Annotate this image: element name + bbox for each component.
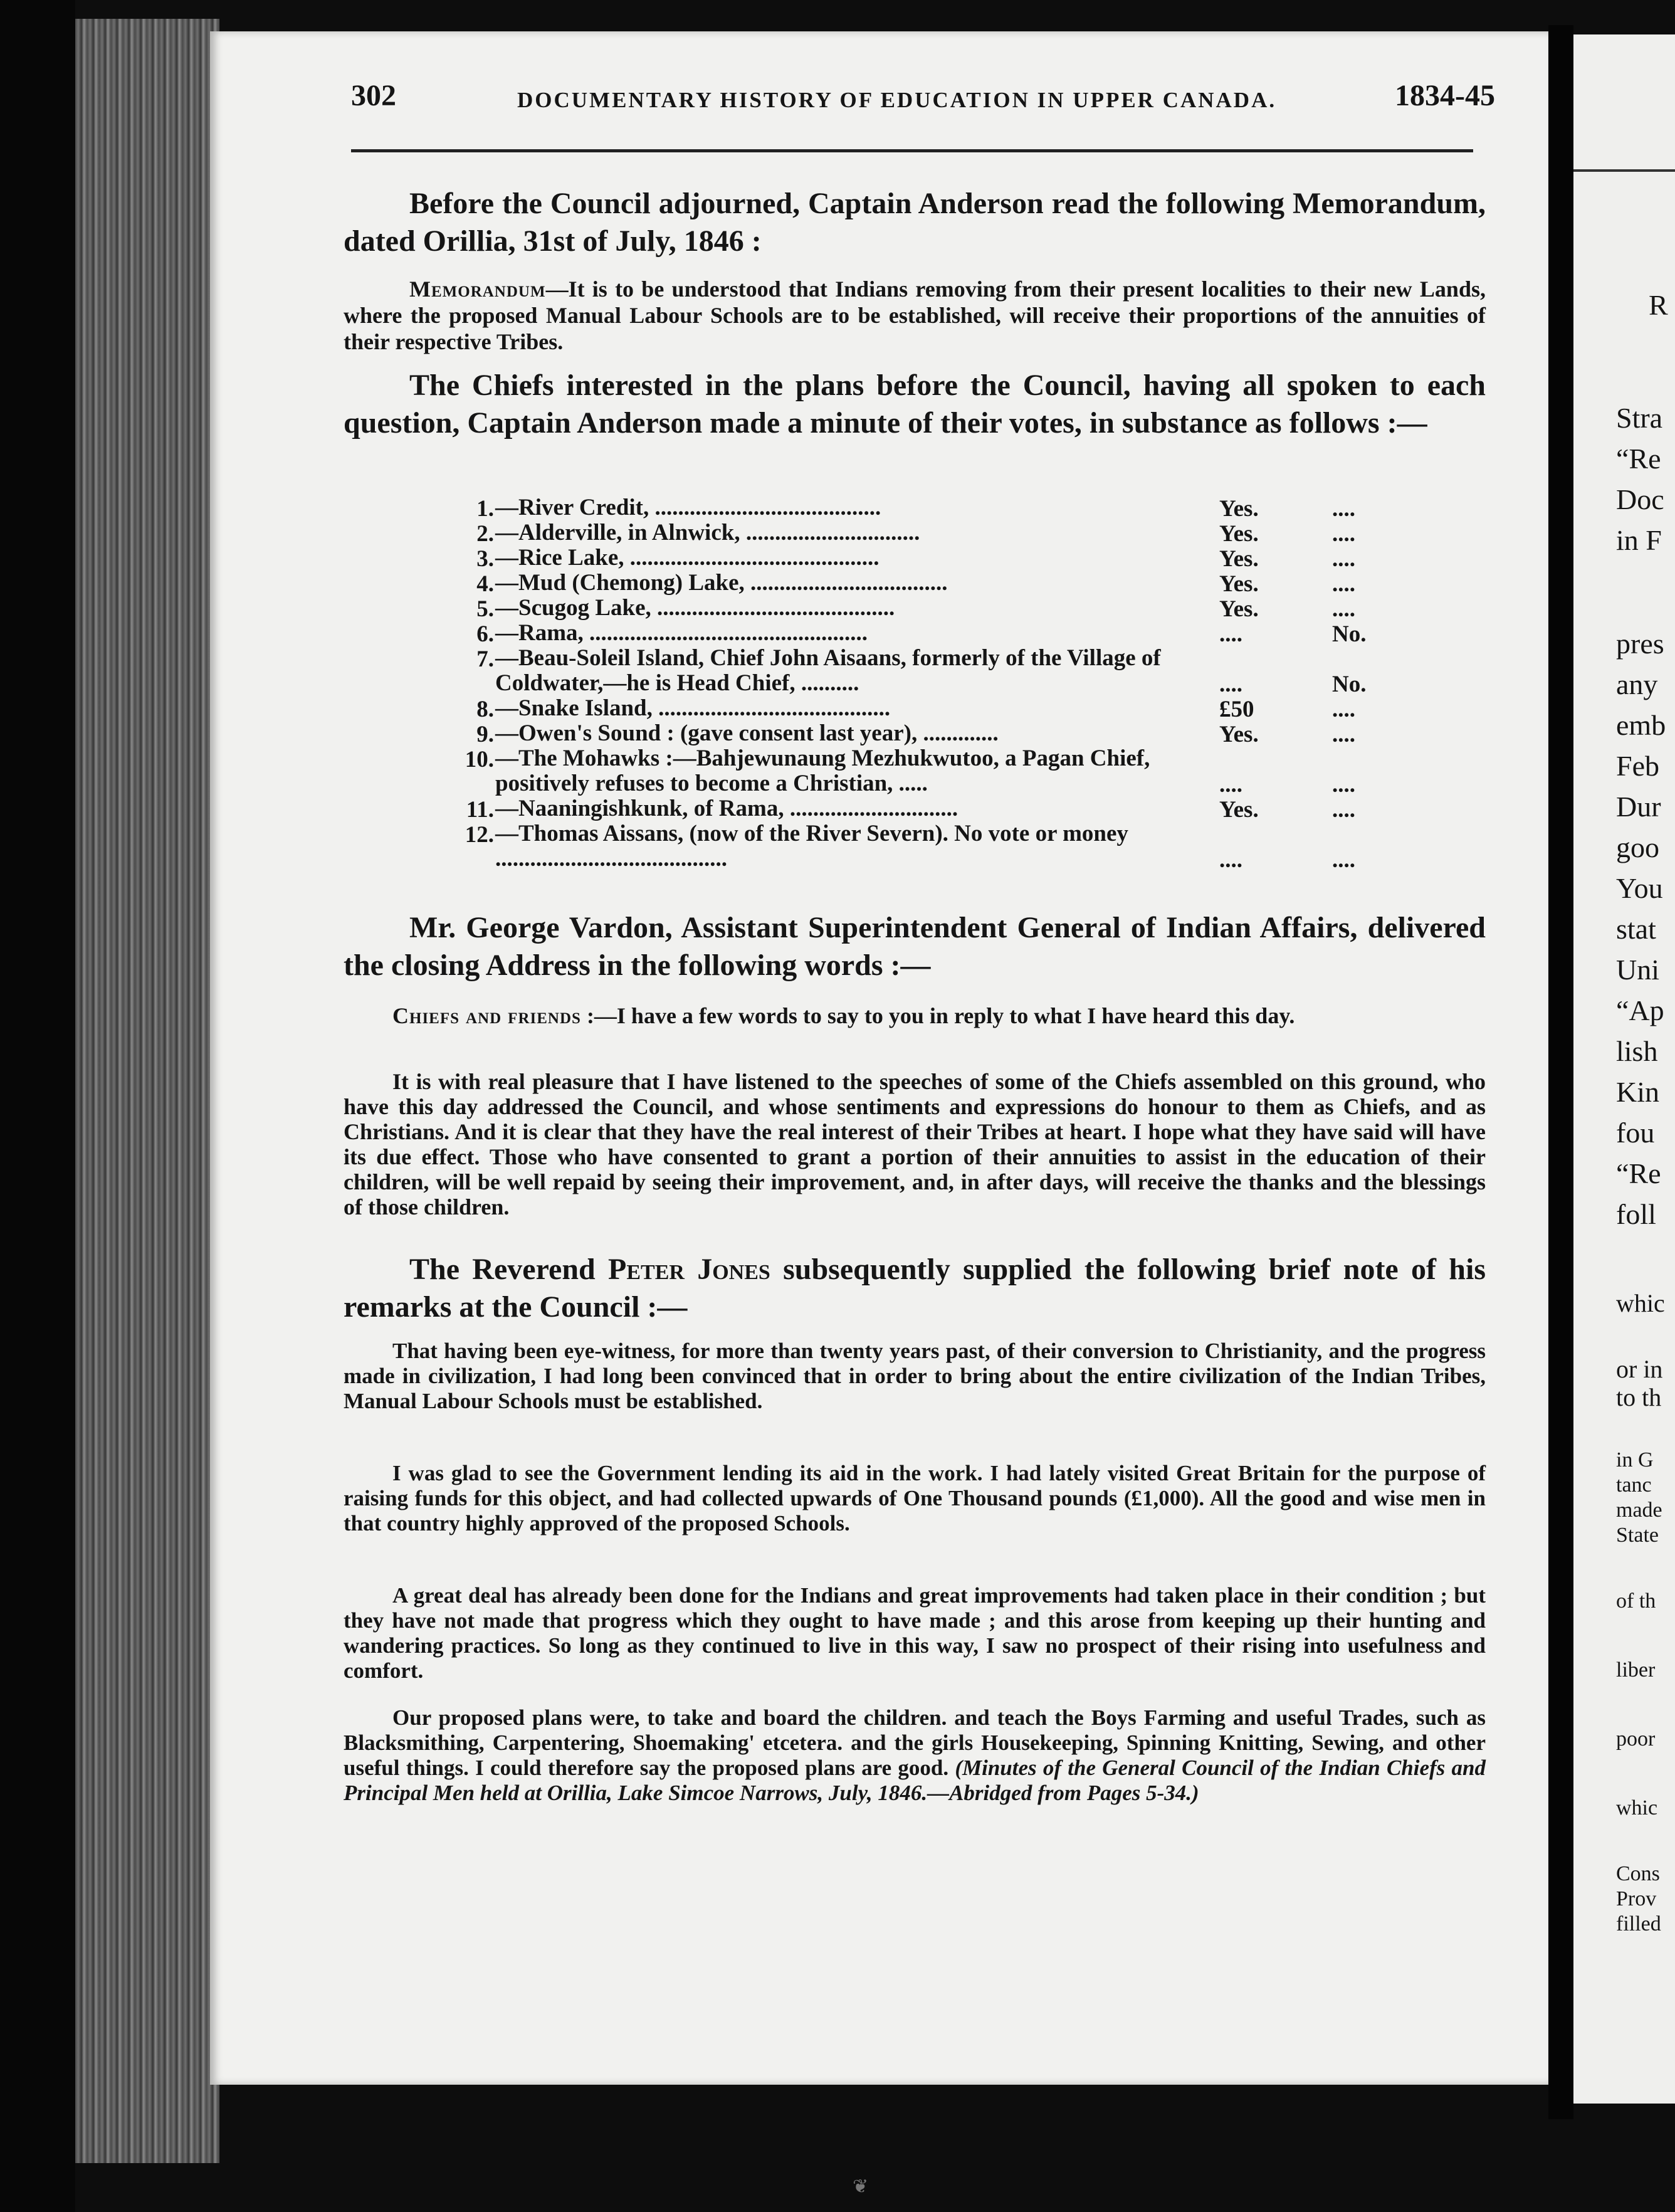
vote-row <box>439 646 1398 696</box>
facing-page-text: goo <box>1616 831 1659 863</box>
facing-page-text: pres <box>1616 628 1664 660</box>
vote-yes: .... <box>1219 621 1242 647</box>
facing-page-text: Stra <box>1616 402 1663 434</box>
book-gutter <box>1548 25 1573 2119</box>
vote-number: 2. <box>476 521 494 547</box>
facing-page-text: in F <box>1616 524 1662 556</box>
facing-page-text: liber <box>1616 1658 1656 1682</box>
jones-intro <box>344 1251 1486 1326</box>
page-number: 302 <box>351 79 396 112</box>
facing-page-text: R <box>1649 289 1668 321</box>
vote-no: .... <box>1332 521 1355 547</box>
vardon-paragraph: Mr. George Vardon, Assistant Superintendent General of Indian Affairs, delivered the closing Address in the following words :— <box>344 911 1486 982</box>
vote-row <box>439 696 1398 721</box>
jones-last-text: Our proposed plans were, to take and board the children. and teach the Boys Farming and useful Trades, such as Blacksmithing, Carpentering, Shoemaking' etcetera. and the girls Housekeeping, Spinning Knitting, Sewing, and other useful things. I could therefore say the proposed plans are good. <box>344 1705 1486 1780</box>
vote-label: —Thomas Aissans, (now of the River Severn). No vote or money ........................................ <box>495 821 1128 872</box>
vote-number: 4. <box>476 571 494 597</box>
jones-paragraph-last <box>344 1705 1486 1806</box>
facing-page-text: whic <box>1616 1796 1658 1820</box>
jones-intro-after: subsequently supplied the following brief note of his remarks at the Council :— <box>344 1253 1486 1324</box>
facing-page-text: “Re <box>1616 443 1661 475</box>
vote-label: —Rama, ................................................ <box>495 620 868 646</box>
vote-row <box>439 721 1398 746</box>
vote-yes: Yes. <box>1219 496 1259 522</box>
ornament-mark: ❦ <box>853 2176 869 2197</box>
facing-page-text: poor <box>1616 1727 1656 1751</box>
vote-yes: Yes. <box>1219 571 1259 597</box>
vote-number: 12. <box>465 822 494 848</box>
facing-page-text: Uni <box>1616 954 1659 986</box>
jones-intro-before: The Reverend <box>409 1253 596 1286</box>
vote-label: —Owen's Sound : (gave consent last year), ............. <box>495 720 999 746</box>
facing-page-text: Doc <box>1616 483 1664 515</box>
facing-page-text: Kin <box>1616 1076 1659 1108</box>
facing-page-text: Prov <box>1616 1887 1657 1910</box>
vote-no: .... <box>1332 596 1355 622</box>
vote-number: 7. <box>476 646 494 672</box>
vote-yes: .... <box>1219 847 1242 873</box>
vote-number: 3. <box>476 546 494 572</box>
vote-number: 8. <box>476 697 494 722</box>
facing-page-text: Cons <box>1616 1862 1660 1885</box>
vote-number: 9. <box>476 722 494 747</box>
facing-page-text: of th <box>1616 1589 1656 1613</box>
vote-yes: Yes. <box>1219 797 1259 823</box>
source-citation: (Minutes of the General Council of the Indian Chiefs and Principal Men held at Orillia, Lake Simcoe Narrows, July, 1846.—Abridged from Pages 5-34.) <box>344 1756 1486 1805</box>
facing-page-text: fou <box>1616 1117 1655 1149</box>
address-label: Chiefs and friends <box>392 1003 581 1028</box>
vote-number: 5. <box>476 596 494 622</box>
vote-no: .... <box>1332 772 1355 798</box>
facing-page-text: State <box>1616 1524 1659 1547</box>
vote-yes: £50 <box>1219 697 1254 722</box>
vote-no: .... <box>1332 847 1355 873</box>
running-years: 1834-45 <box>1395 79 1495 112</box>
facing-page-rule <box>1573 169 1675 172</box>
votes-list <box>439 495 1398 872</box>
vote-number: 6. <box>476 621 494 647</box>
vote-row <box>439 520 1398 545</box>
vote-label: —River Credit, ....................................... <box>495 495 881 520</box>
facing-page-text: emb <box>1616 709 1666 741</box>
vote-yes: Yes. <box>1219 722 1259 747</box>
vote-yes: Yes. <box>1219 546 1259 572</box>
memorandum-label: Memorandum <box>409 276 546 302</box>
jones-name: Peter Jones <box>608 1253 770 1286</box>
vote-row <box>439 796 1398 821</box>
vote-yes: Yes. <box>1219 596 1259 622</box>
facing-page-text: tanc <box>1616 1473 1652 1497</box>
vote-row <box>439 746 1398 796</box>
vote-number: 1. <box>476 496 494 522</box>
intro-paragraph: Before the Council adjourned, Captain Anderson read the following Memorandum, dated Orillia, 31st of July, 1846 : <box>344 187 1486 258</box>
facing-page-text: Dur <box>1616 791 1661 823</box>
jones-paragraph: I was glad to see the Government lending its aid in the work. I had lately visited Great Britain for the purpose of raising funds for this object, and had collected upwards of One Thousand pounds (£1,000). All the good and wise men in that country highly approved of the proposed Schools. <box>344 1461 1486 1535</box>
facing-page-text: made <box>1616 1498 1662 1522</box>
vote-no: .... <box>1332 546 1355 572</box>
vote-no: No. <box>1332 621 1367 647</box>
facing-page-text: filled <box>1616 1912 1661 1936</box>
jones-paragraph: That having been eye-witness, for more than twenty years past, of their conversion to Christianity, and the progress made in civilization, I had long been convinced that in order to bring about the entire civilization of the Indian Tribes, Manual Labour Schools must be established. <box>344 1339 1486 1413</box>
vote-label: —The Mohawks :—Bahjewunaung Mezhukwutoo, a Pagan Chief, positively refuses to become a Christian, ..... <box>495 745 1150 796</box>
facing-page-text: foll <box>1616 1198 1656 1230</box>
vote-label: —Rice Lake, ........................................... <box>495 545 880 571</box>
vote-yes: .... <box>1219 772 1242 798</box>
facing-page-text: whic <box>1616 1289 1665 1317</box>
vote-no: .... <box>1332 496 1355 522</box>
chiefs-paragraph: The Chiefs interested in the plans before the Council, having all spoken to each question, Captain Anderson made a minute of their votes, in substance as follows :— <box>344 369 1486 440</box>
page-edge-stack <box>75 19 219 2163</box>
header-rule <box>351 149 1473 152</box>
vote-row <box>439 495 1398 520</box>
address-opening <box>344 1003 1486 1028</box>
vote-label: —Scugog Lake, ......................................... <box>495 595 895 621</box>
vote-no: .... <box>1332 797 1355 823</box>
vote-label: —Mud (Chemong) Lake, .................................. <box>495 570 948 596</box>
running-title: DOCUMENTARY HISTORY OF EDUCATION IN UPPER CANADA. <box>517 88 1277 112</box>
facing-page-text: in G <box>1616 1448 1654 1472</box>
vote-label: —Beau-Soleil Island, Chief John Aisaans, formerly of the Village of Coldwater,—he is Head Chief, .......... <box>495 645 1161 696</box>
facing-page-text: any <box>1616 668 1658 700</box>
vote-row <box>439 596 1398 621</box>
facing-page-text: to th <box>1616 1383 1662 1411</box>
vote-yes: .... <box>1219 672 1242 697</box>
facing-page-text: “Re <box>1616 1157 1661 1189</box>
vote-row <box>439 545 1398 571</box>
vote-number: 10. <box>465 747 494 772</box>
vote-row <box>439 621 1398 646</box>
vote-row <box>439 571 1398 596</box>
vote-row <box>439 821 1398 872</box>
vote-label: —Snake Island, ........................................ <box>495 695 891 721</box>
scan-left-edge <box>0 0 75 2212</box>
facing-page-text: lish <box>1616 1035 1658 1067</box>
vote-no: .... <box>1332 697 1355 722</box>
facing-page-text: or in <box>1616 1355 1663 1383</box>
vote-label: —Alderville, in Alnwick, .............................. <box>495 520 920 545</box>
memorandum-paragraph <box>344 276 1486 355</box>
vote-yes: Yes. <box>1219 521 1259 547</box>
jones-paragraph: A great deal has already been done for the Indians and great improvements had taken place in their condition ; but they have not made that progress which they ought to have made ; and this arose from keeping up their hunting and wandering practices. So long as they continued to live in this way, I saw no prospect of their rising into usefulness and comfort. <box>344 1583 1486 1683</box>
vote-number: 11. <box>466 797 494 823</box>
address-paragraph: It is with real pleasure that I have listened to the speeches of some of the Chiefs assembled on this ground, who have this day addressed the Council, and whose sentiments and expressions do honour to them as Chiefs, and as Christians. And it is clear that they have the real interest of their Tribes at heart. I hope what they have said will have its due effect. Those who have consented to grant a portion of their annuities to assist in the education of their children, will be well repaid by seeing their improvement, and, in after days, will receive the thanks and the blessings of those children. <box>344 1069 1486 1219</box>
vote-no: .... <box>1332 722 1355 747</box>
facing-page-text: “Ap <box>1616 994 1664 1026</box>
facing-page-text: You <box>1616 872 1663 904</box>
facing-page-text: stat <box>1616 913 1656 945</box>
facing-page-text: Feb <box>1616 750 1659 782</box>
vote-no: No. <box>1332 672 1367 697</box>
vote-label: —Naaningishkunk, of Rama, ............................. <box>495 796 958 821</box>
memorandum-text: —It is to be understood that Indians removing from their present localities to their new Lands, where the proposed Manual Labour Schools are to be established, will receive their proportions of the annuities of their respective Tribes. <box>344 276 1486 354</box>
vote-no: .... <box>1332 571 1355 597</box>
address-opening-text: :—I have a few words to say to you in reply to what I have heard this day. <box>586 1003 1295 1028</box>
facing-page-fragment <box>1573 34 1675 2104</box>
